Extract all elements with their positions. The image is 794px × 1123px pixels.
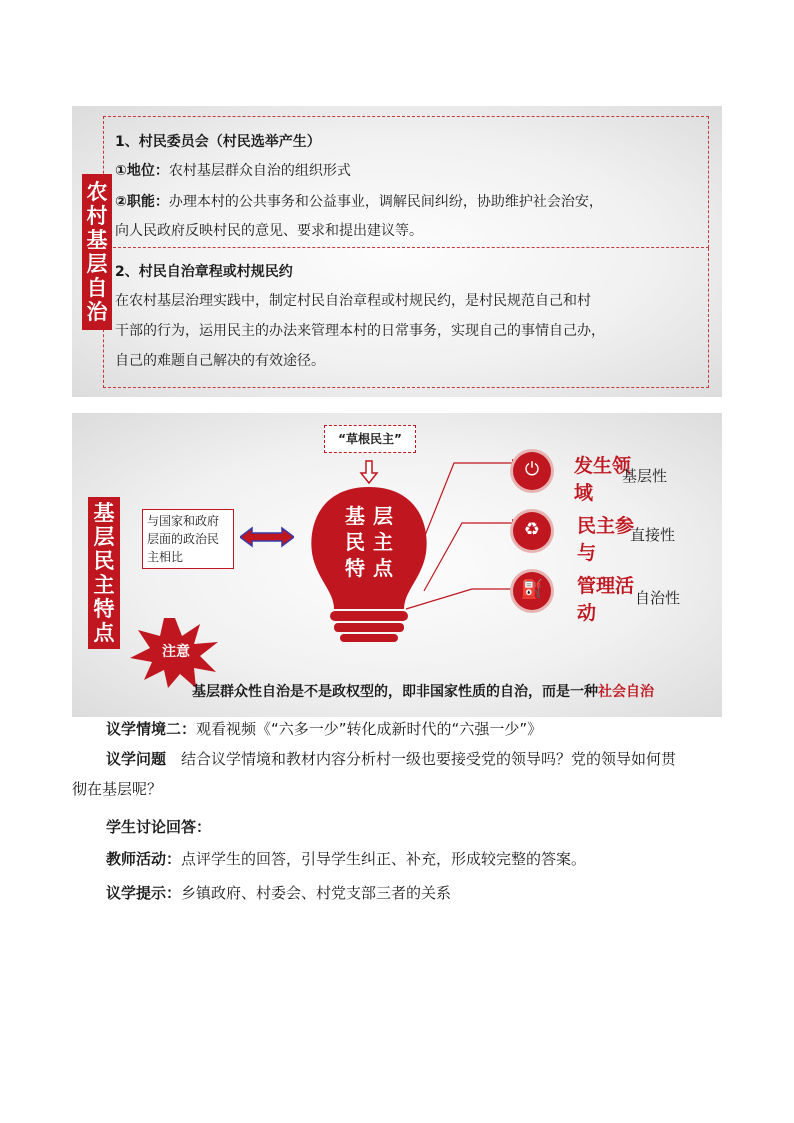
- question-text: 结合议学情境和教材内容分析村一级也要接受党的领导吗？党的领导如何贯: [166, 750, 677, 768]
- scenario-line: [106, 716, 542, 742]
- grassroots-tag: “草根民主”: [324, 425, 416, 453]
- item-label-direct: 直接性: [630, 526, 676, 544]
- position-text: 农村基层群众自治的组织形式: [168, 163, 351, 179]
- up-arrow-icon: [361, 461, 377, 483]
- charter-para-2: 干部的行为，运用民主的办法来管理本村的日常事务，实现自己的事情自己办，: [115, 323, 605, 339]
- teacher-activity-label: 教师活动：: [106, 850, 182, 868]
- charter-para-3: 自己的难题自己解决的有效途径。: [115, 353, 325, 369]
- scenario-text: 观看视频《“六多一少”转化成新时代的“六强一少”》: [196, 720, 543, 738]
- item-title-domain: 发生领域: [574, 455, 632, 504]
- item-title-management: 管理活动: [577, 575, 635, 624]
- grassroots-democracy-panel: [72, 413, 722, 717]
- side-label-democracy-features: 基层民主特点: [88, 497, 120, 649]
- connector-line-2: [424, 523, 512, 591]
- heading-village-committee: 1、村民委员会（村民选举产生）: [115, 134, 321, 150]
- connector-line-1: [422, 463, 512, 543]
- hint-label: 议学提示：: [106, 884, 182, 902]
- social-autonomy-note: [192, 681, 654, 701]
- function-line: [115, 192, 603, 212]
- question-cont: 彻在基层呢？: [72, 780, 163, 798]
- bulb-char-zhu: 主: [373, 530, 393, 554]
- position-line: [115, 161, 351, 181]
- bulb-icon: [311, 487, 426, 609]
- bottom-note-highlight: 社会自治: [598, 684, 654, 700]
- heading-village-charter: 2、村民自治章程或村规民约: [115, 264, 293, 280]
- teacher-activity-text: 点评学生的回答，引导学生纠正、补充，形成较完整的答案。: [181, 850, 587, 868]
- charter-para-1: 在农村基层治理实践中，制定村民自治章程或村规民约，是村民规范自己和村: [115, 293, 591, 309]
- function-text-cont: 向人民政府反映村民的意见、要求和提出建议等。: [115, 223, 423, 239]
- bulb-char-dian: 点: [373, 556, 393, 580]
- plug-icon: ⏻: [513, 452, 551, 490]
- hint-text: 乡镇政府、村委会、村党支部三者的关系: [181, 884, 452, 902]
- compare-box: 与国家和政府层面的政治民主相比: [142, 509, 234, 569]
- bulb-ring-3: [340, 634, 398, 642]
- item-label-grassroots: 基层性: [622, 467, 668, 485]
- fuel-icon: ⛽: [513, 572, 551, 610]
- bulb-ring-2: [334, 623, 404, 632]
- bulb-char-ceng: 层: [373, 504, 393, 528]
- side-label-rural-autonomy: 农村基层自治: [82, 174, 112, 330]
- student-discussion-label: 学生讨论回答：: [106, 818, 212, 836]
- bulb-char-ji: 基: [345, 504, 365, 528]
- item-title-participation: 民主参与: [577, 515, 635, 564]
- function-label: ②职能：: [115, 194, 169, 210]
- item-label-autonomous: 自治性: [635, 589, 681, 607]
- position-label: ①地位：: [115, 163, 169, 179]
- bulb-text-col1: [344, 503, 366, 581]
- hint-line: [106, 880, 451, 906]
- bulb-char-te: 特: [345, 556, 365, 580]
- function-text: 办理本村的公共事务和公益事业，调解民间纠纷，协助维护社会治安，: [168, 194, 603, 210]
- attention-label: 注意: [162, 644, 190, 660]
- scenario-label: 议学情境二：: [106, 720, 197, 738]
- rural-autonomy-panel: [72, 106, 722, 397]
- teacher-activity-line: [106, 846, 586, 872]
- bulb-ring-1: [330, 611, 408, 621]
- question-label: 议学问题: [106, 750, 167, 768]
- bottom-note-text: 基层群众性自治是不是政权型的，即非国家性质的自治，而是一种: [192, 684, 598, 700]
- bulb-text-col2: [372, 503, 394, 581]
- connector-line-3: [406, 589, 512, 609]
- double-arrow-icon: [240, 526, 294, 548]
- question-line: [106, 746, 676, 772]
- bulb-char-min: 民: [345, 530, 365, 554]
- recycle-icon: ♻: [513, 512, 551, 550]
